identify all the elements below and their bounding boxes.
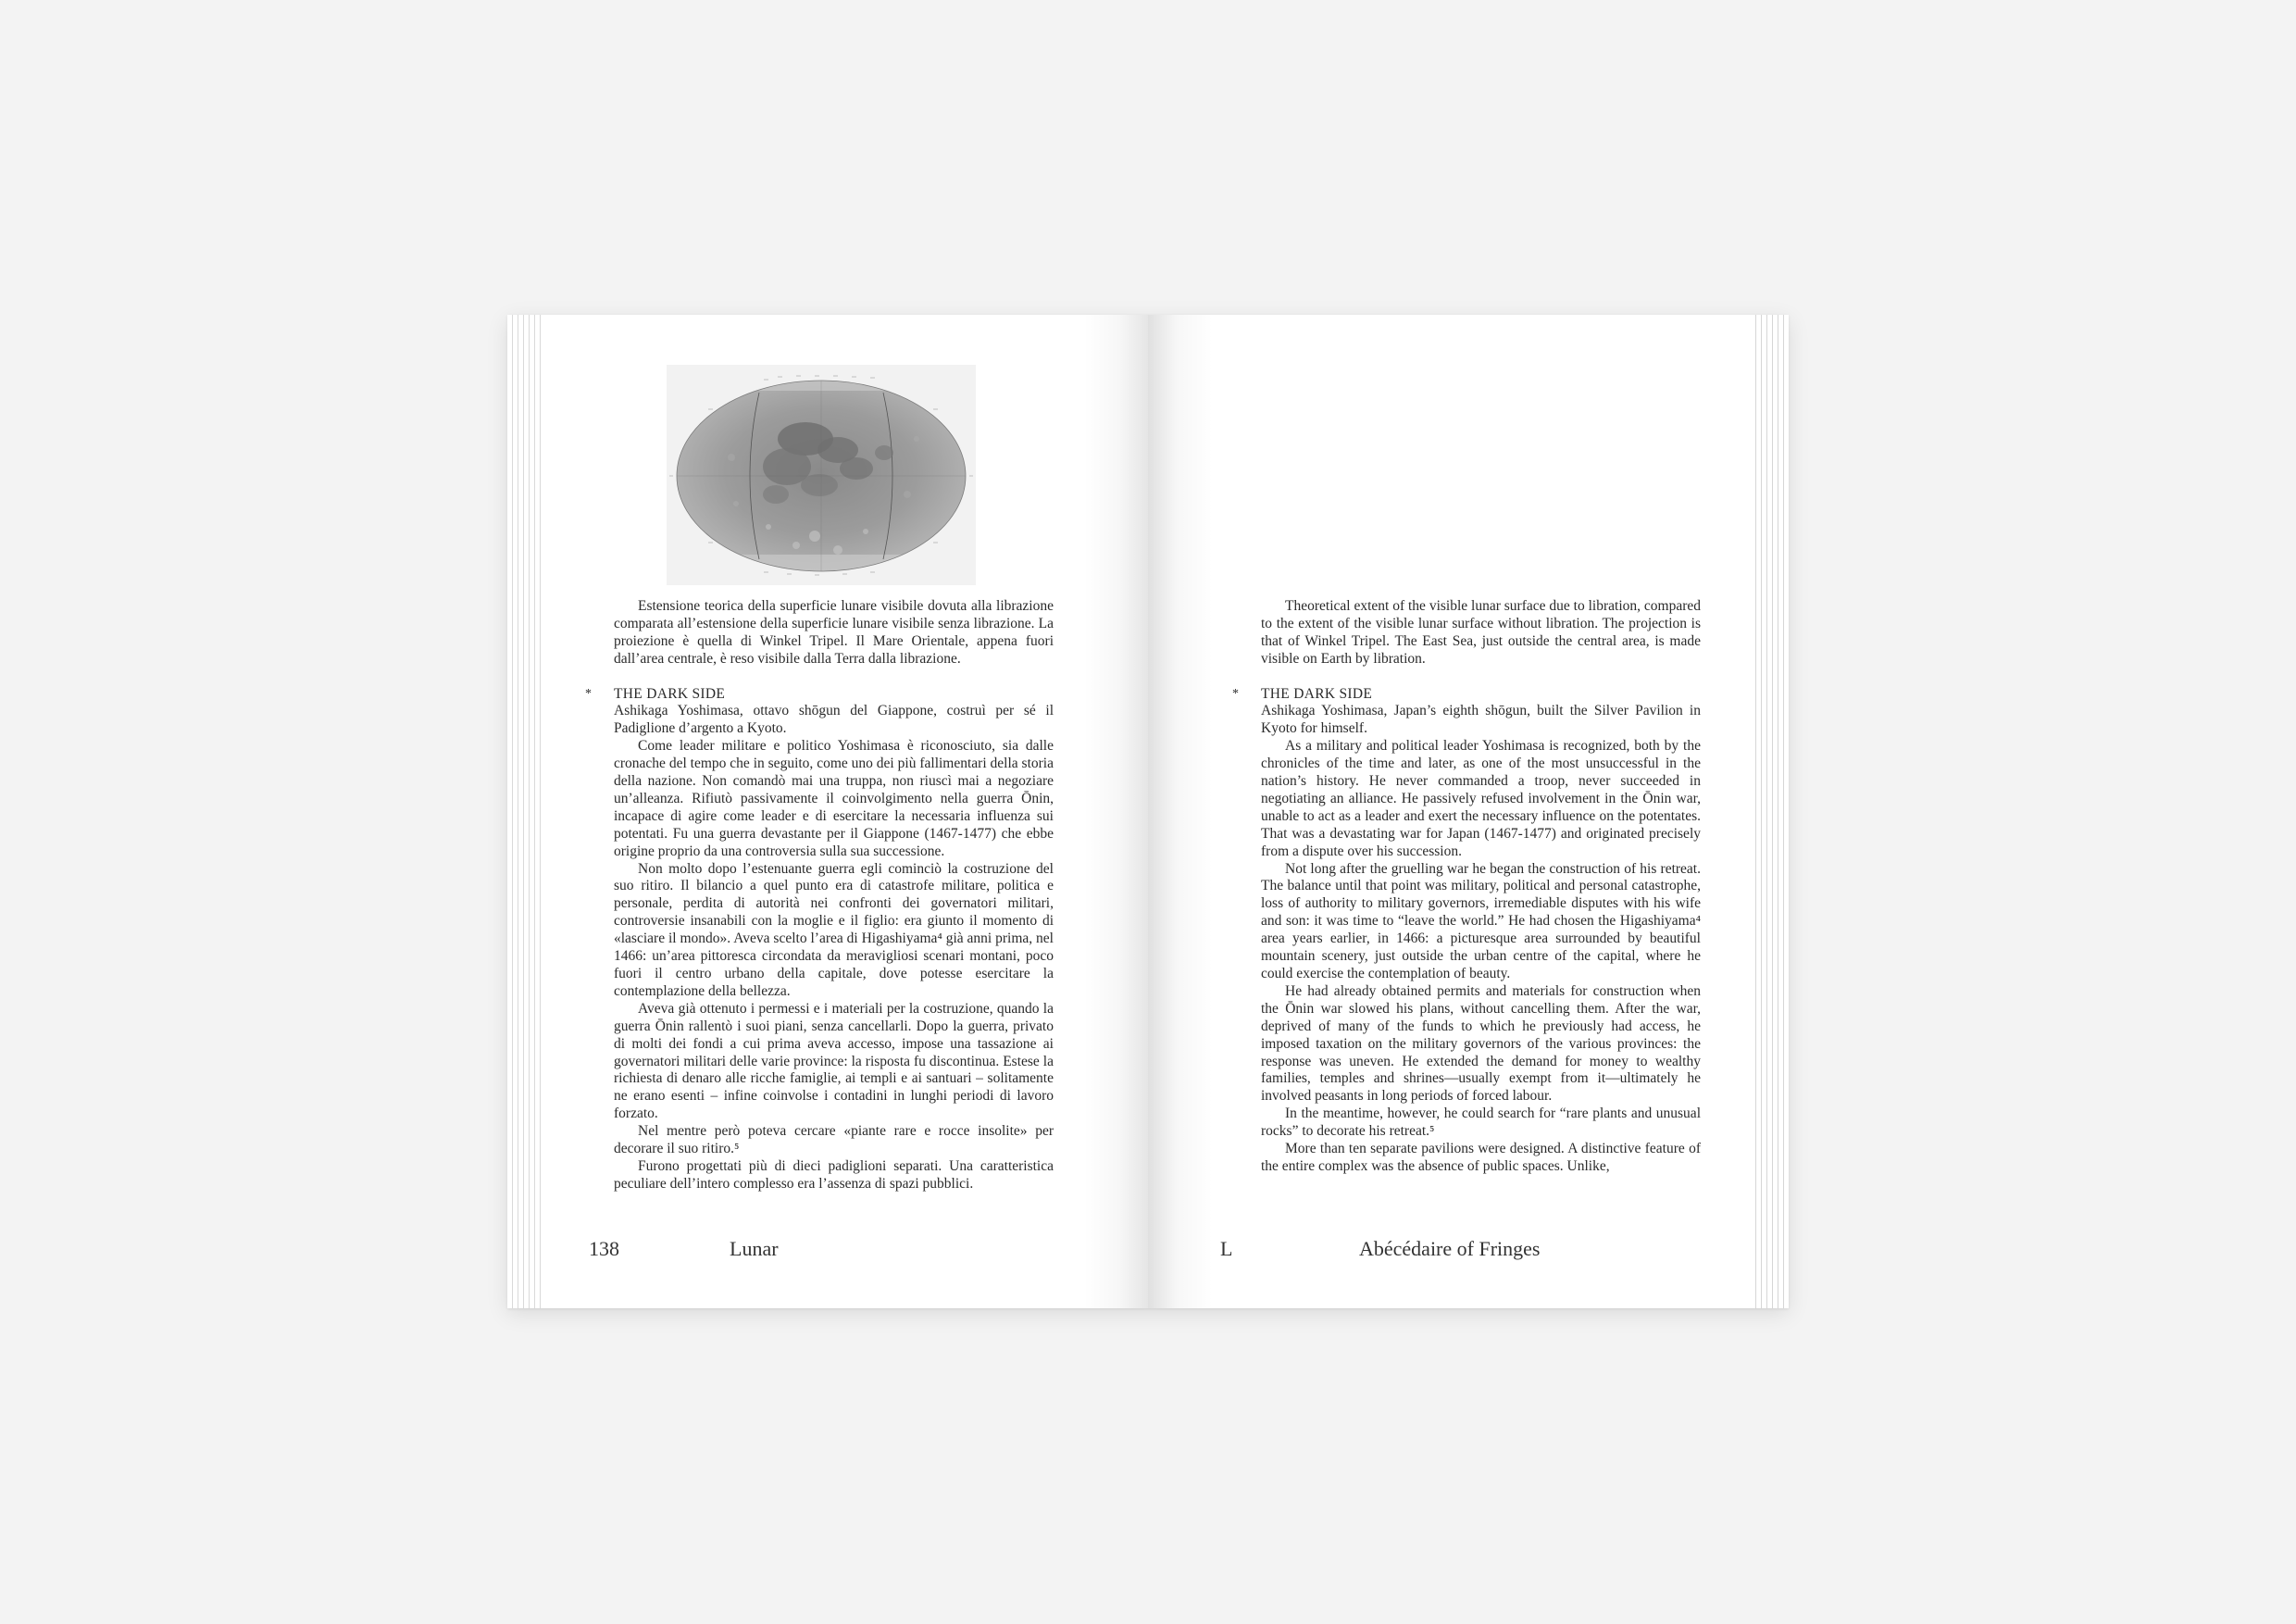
asterisk-marker: * (585, 686, 592, 701)
body-paragraph: Come leader militare e politico Yoshimasa è riconosciuto, sia dalle cronache del tempo che in seguito, come uno dei più fallimentari della storia della nazione. Non comandò mai una truppa, non riuscì mai a negoziare un’alleanza. Rifiutò passivamente il coinvolgimento nella guerra Ōnin, incapace di agire come leader e di esercitare la necessaria influenza sui potentati. Fu una guerra devastante per il Giappone (1467-1477) che ebbe origine proprio da una controversia sulla sua successione. (614, 738, 1054, 859)
lead-paragraph: Ashikaga Yoshimasa, Japan’s eighth shōgun, built the Silver Pavilion in Kyoto for himself. (1261, 703, 1701, 737)
body-paragraph: He had already obtained permits and materials for construction when the Ōnin war slowed his plans, without cancelling them. After the war, deprived of many of the funds to which he previously had access, he imposed taxation on the military governors of the various provinces: the response was uneven. He extended the demand for money to wealthy families, temples and shrines—usually exempt from it—ultimately he involved peasants in long periods of forced labour. (1261, 982, 1701, 1105)
left-text-block (585, 598, 1054, 1193)
running-head: Lunar (730, 1237, 779, 1260)
section-heading-row (1232, 685, 1701, 704)
left-page (507, 315, 1148, 1308)
body-paragraph: Aveva già ottenuto i permessi e i materiali per la costruzione, quando la guerra Ōnin rallentò i suoi piani, senza cancellarli. Dopo la guerra, privato di molti dei fondi a cui prima aveva accesso, impose una tassazione ai governatori militari delle varie province: la risposta fu discontinua. Estese la richiesta di denaro alle ricche famiglie, ai templi e ai santuari – solitamente ne erano esenti – infine coinvolse i contadini in lunghi periodi di lavoro forzato. (614, 1000, 1054, 1122)
moon-map-illustration (667, 365, 976, 585)
section-heading: THE DARK SIDE (1261, 685, 1373, 702)
body-paragraph: In the meantime, however, he could search for “rare plants and unusual rocks” to decorate his retreat.⁵ (1261, 1106, 1701, 1140)
page-number: 138 (589, 1237, 619, 1260)
lead-paragraph: Ashikaga Yoshimasa, ottavo shōgun del Giappone, costruì per sé il Padiglione d’argento a Kyoto. (614, 703, 1054, 737)
page-edges-left (507, 315, 541, 1308)
body-paragraph: Non molto dopo l’estenuante guerra egli cominciò la costruzione del suo ritiro. Il bilancio a quel punto era di catastrofe militare, politica e personale, perdita di autorità nei confronti dei governatori militari, controversie insanabili con la moglie e il figlio: era giunto il momento di «lasciare il mondo». Aveva scelto l’area di Higashiyama⁴ già anni prima, nel 1466: un’area pittoresca circondata da meravigliosi scenari montani, poco fuori il centro urbano della capitale, dove potesse esercitare la contemplazione della bellezza. (614, 860, 1054, 999)
book-spread (507, 315, 1789, 1308)
body-paragraph: Not long after the gruelling war he began the construction of his retreat. The balance until that point was military, political and personal catastrophe, loss of authority to military governors, irremediable disputes with his wife and son: it was time to “leave the world.” He had chosen the Higashiyama⁴ area years earlier, in 1466: a picturesque area surrounded by beautiful mountain scenery, just outside the urban centre of the capital, where he could exercise the contemplation of beauty. (1261, 860, 1701, 982)
running-head: Abécédaire of Fringes (1359, 1237, 1541, 1260)
moon-map-figure (667, 365, 976, 585)
asterisk-marker: * (1232, 686, 1239, 701)
figure-caption: Theoretical extent of the visible lunar surface due to libration, compared to the extent of the visible lunar surface without libration. The projection is that of Winkel Tripel. The East Sea, just outside the central area, is made visible on Earth by libration. (1261, 598, 1701, 667)
figure-caption: Estensione teorica della superficie lunare visibile dovuta alla librazione comparata all’estensione della superficie lunare visibile senza librazione. La proiezione è quella di Winkel Tripel. Il Mare Orientale, appena fuori dall’area centrale, è reso visibile dalla Terra dalla librazione. (614, 598, 1054, 667)
body-paragraph: Furono progettati più di dieci padiglioni separati. Una caratteristica peculiare dell’intero complesso era l’assenza di spazi pubblici. (614, 1157, 1054, 1192)
body-paragraph: As a military and political leader Yoshimasa is recognized, both by the chronicles of the time and later, as one of the most unsuccessful in the nation’s history. He never commanded a troop, never succeeded in negotiating an alliance. He passively refused involvement in the Ōnin war, unable to act as a leader and exert the necessary influence on the potentates. That was a devastating war for Japan (1467-1477) and originated precisely from a dispute over his succession. (1261, 738, 1701, 859)
right-text-block (1232, 598, 1701, 1176)
page-edges-right (1755, 315, 1789, 1308)
section-heading: THE DARK SIDE (614, 685, 726, 702)
right-page (1148, 315, 1789, 1308)
section-heading-row (585, 685, 1054, 704)
body-paragraph: Nel mentre però poteva cercare «piante rare e rocce insolite» per decorare il suo ritiro.⁵ (614, 1123, 1054, 1157)
section-letter: L (1220, 1237, 1233, 1260)
body-paragraph: More than ten separate pavilions were designed. A distinctive feature of the entire complex was the absence of public spaces. Unlike, (1261, 1141, 1701, 1174)
